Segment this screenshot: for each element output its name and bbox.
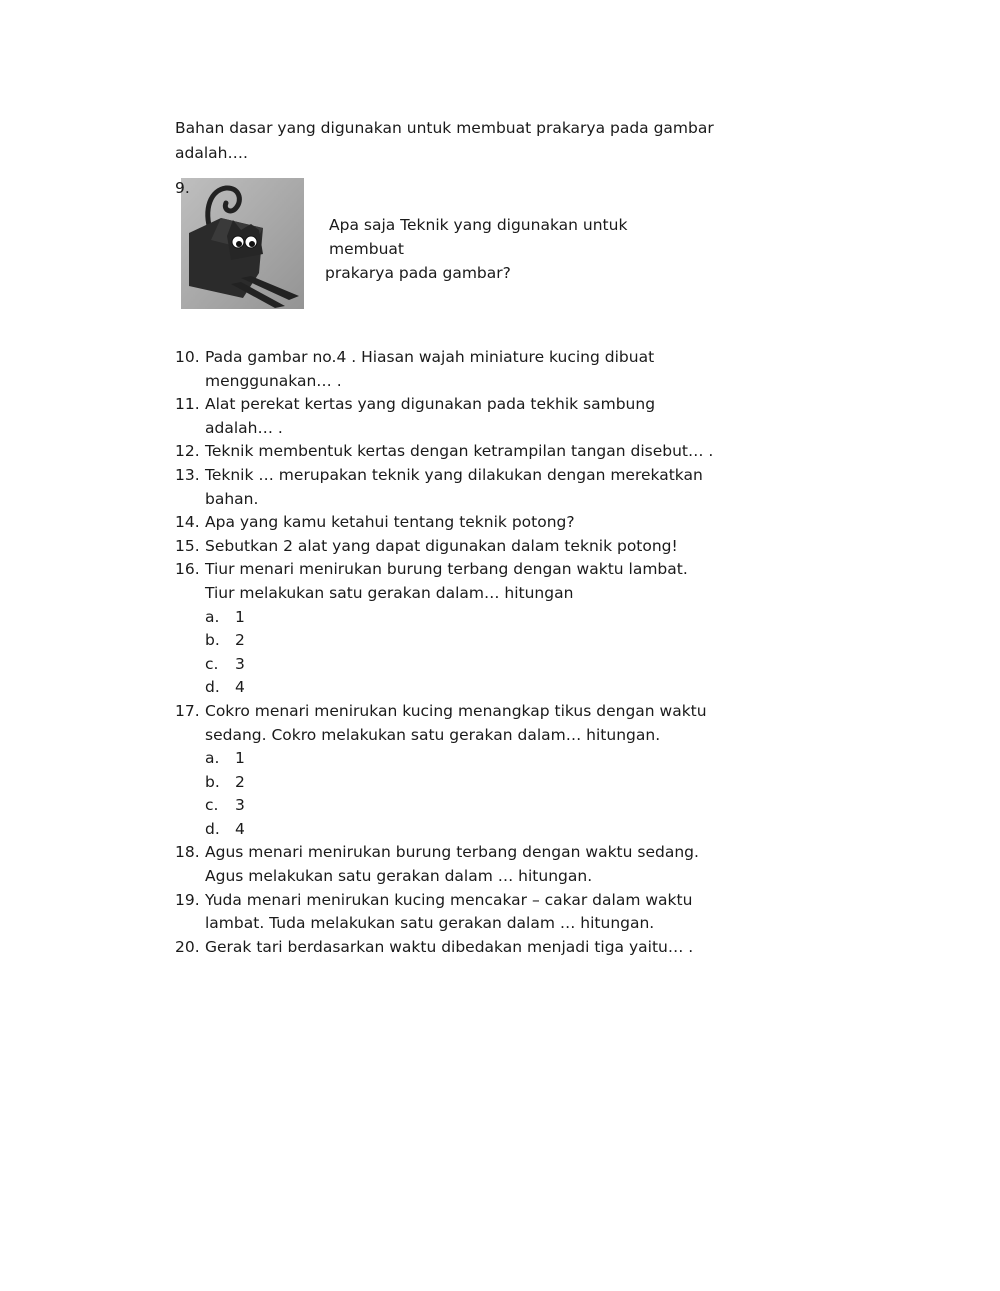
option-text: 2: [235, 772, 245, 791]
question-line: adalah… .: [205, 418, 283, 437]
answer-option: [175, 747, 715, 771]
option-letter: c.: [205, 796, 219, 815]
question-line: Teknik membentuk kertas dengan ketrampilan tangan disebut… .: [205, 442, 714, 461]
question-line: Cokro menari menirukan kucing menangkap tikus dengan waktu: [205, 701, 707, 720]
option-text: 1: [235, 749, 245, 768]
option-text: 4: [235, 678, 245, 697]
question-item: [175, 440, 715, 464]
answer-option: [175, 818, 715, 842]
question-line: Agus melakukan satu gerakan dalam … hitungan.: [205, 867, 593, 886]
question-number: 15.: [175, 536, 200, 555]
option-letter: d.: [205, 819, 220, 838]
question-line: Tiur menari menirukan burung terbang dengan waktu lambat.: [205, 560, 688, 579]
question-item: [175, 511, 715, 535]
answer-option: [175, 653, 715, 677]
option-letter: c.: [205, 654, 219, 673]
question-line: Tiur melakukan satu gerakan dalam… hitungan: [205, 583, 574, 602]
question-line: Sebutkan 2 alat yang dapat digunakan dalam teknik potong!: [205, 536, 678, 555]
question-item: [175, 346, 715, 393]
question-number: 12.: [175, 442, 200, 461]
question-item: [175, 936, 715, 960]
question-item: [175, 464, 715, 511]
question-number: 9.: [175, 179, 190, 197]
answer-option: [175, 794, 715, 818]
question-list: [175, 346, 715, 959]
question-line: Apa saja Teknik yang digunakan untuk membuat: [329, 216, 628, 258]
option-text: 4: [235, 819, 245, 838]
question-number: 11.: [175, 395, 200, 414]
answer-option: [175, 676, 715, 700]
question-line: Gerak tari berdasarkan waktu dibedakan menjadi tiga yaitu… .: [205, 937, 694, 956]
question-item: [175, 558, 715, 605]
question-number: 13.: [175, 465, 200, 484]
option-letter: b.: [205, 772, 220, 791]
answer-option: [175, 771, 715, 795]
option-letter: d.: [205, 678, 220, 697]
question-line: prakarya pada gambar?: [325, 264, 511, 282]
option-text: 1: [235, 607, 245, 626]
answer-option: [175, 606, 715, 630]
question-number: 16.: [175, 560, 200, 579]
question-9-text: [325, 213, 705, 285]
option-text: 2: [235, 631, 245, 650]
cat-craft-photo: [181, 178, 304, 309]
intro-line: adalah….: [175, 144, 248, 162]
option-text: 3: [235, 654, 245, 673]
option-text: 3: [235, 796, 245, 815]
question-number: 10.: [175, 348, 200, 366]
question-number: 20.: [175, 937, 200, 956]
cat-craft-image: [181, 178, 304, 309]
option-letter: b.: [205, 631, 220, 650]
question-line: Teknik … merupakan teknik yang dilakukan dengan merekatkan: [205, 465, 703, 484]
question-number: 17.: [175, 701, 200, 720]
question-line: bahan.: [205, 489, 259, 508]
option-letter: a.: [205, 607, 220, 626]
question-number: 18.: [175, 843, 200, 862]
question-number: 19.: [175, 890, 200, 909]
question-line: Apa yang kamu ketahui tentang teknik potong?: [205, 513, 575, 532]
intro-question: [175, 116, 715, 166]
question-item: [175, 841, 715, 888]
option-letter: a.: [205, 749, 220, 768]
question-line: Alat perekat kertas yang digunakan pada tekhik sambung: [205, 395, 656, 414]
question-item: [175, 535, 715, 559]
question-line: menggunakan… .: [205, 371, 342, 390]
question-number: 14.: [175, 513, 200, 532]
answer-option: [175, 629, 715, 653]
question-line: lambat. Tuda melakukan satu gerakan dalam … hitungan.: [205, 914, 655, 933]
intro-line: Bahan dasar yang digunakan untuk membuat prakarya pada gambar: [175, 119, 714, 137]
question-item: [175, 700, 715, 747]
question-item: [175, 393, 715, 440]
question-line: Yuda menari menirukan kucing mencakar – cakar dalam waktu: [205, 890, 693, 909]
question-line: Agus menari menirukan burung terbang dengan waktu sedang.: [205, 843, 699, 862]
question-item: [175, 889, 715, 936]
question-line: sedang. Cokro melakukan satu gerakan dalam… hitungan.: [205, 725, 661, 744]
question-line: Pada gambar no.4 . Hiasan wajah miniature kucing dibuat: [205, 348, 655, 366]
